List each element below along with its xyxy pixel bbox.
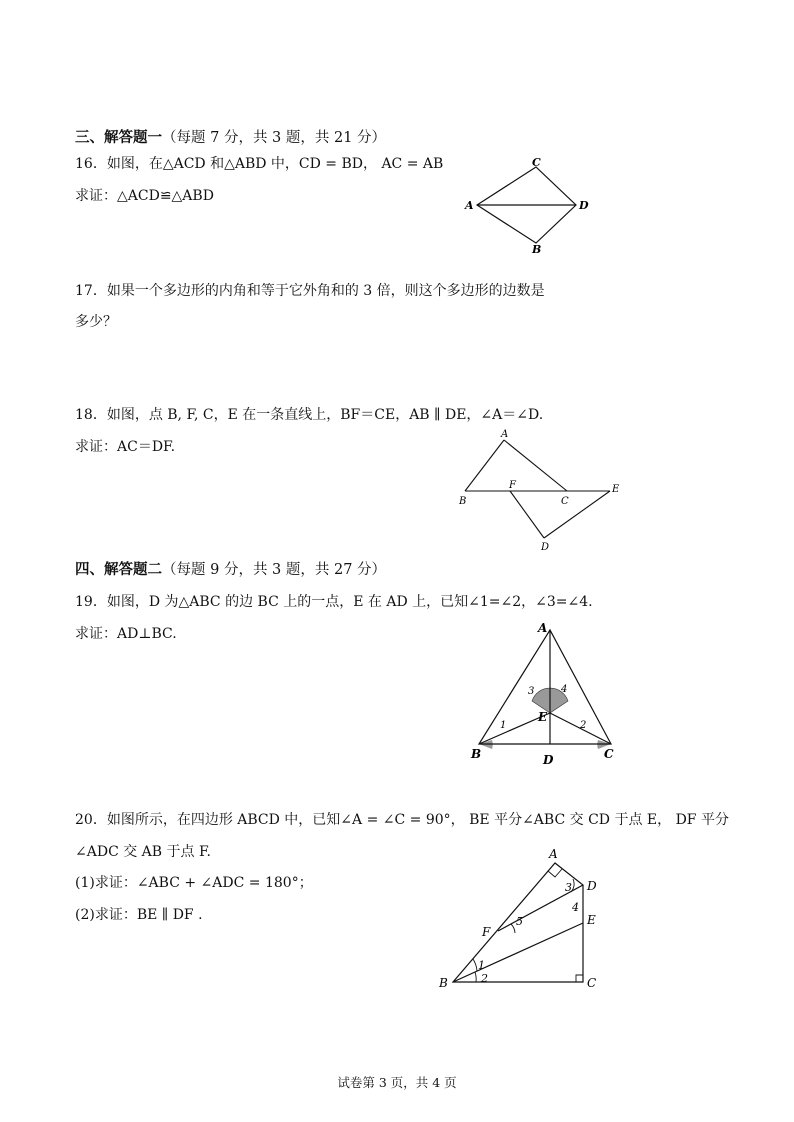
q18-label-A: A	[501, 429, 509, 440]
q20-statement-cont: ∠ADC 交 AB 于点 F.	[75, 844, 211, 860]
q18-prove: 求证：AC＝DF.	[75, 439, 176, 455]
q19-figure	[465, 618, 630, 770]
section-3-note: （每题 7 分，共 3 题，共 21 分）	[162, 130, 387, 146]
q20-label-2: 2	[481, 972, 488, 985]
q19-label-E: E	[538, 710, 548, 724]
q20-part-2: (2)求证：BE ∥ DF .	[75, 907, 203, 923]
q18-label-C: C	[561, 496, 569, 507]
q19-label-2: 2	[580, 720, 587, 731]
q16-label-A: A	[465, 199, 474, 212]
q20-label-E: E	[587, 913, 596, 927]
q18-label-D: D	[541, 542, 550, 553]
q20-part-1: (1)求证：∠ABC + ∠ADC = 180°；	[75, 875, 313, 891]
q18-label-E: E	[612, 484, 620, 495]
q16-label-C: C	[532, 156, 541, 169]
q20-label-5: 5	[516, 915, 523, 928]
q20-label-4: 4	[572, 901, 579, 914]
q17-statement: 17．如果一个多边形的内角和等于它外角和的 3 倍，则这个多边形的边数是	[75, 283, 545, 299]
q20-label-C: C	[587, 976, 597, 990]
section-4-title: 四、解答题二	[75, 561, 162, 578]
q19-label-4: 4	[561, 684, 568, 695]
q16-statement: 16．如图，在△ACD 和△ABD 中，CD = BD， AC = AB	[75, 156, 444, 172]
section-3-title: 三、解答题一	[75, 129, 162, 146]
section-3-header	[75, 128, 386, 148]
q19-label-3: 3	[528, 686, 535, 697]
q19-label-1: 1	[500, 720, 507, 731]
q19-statement: 19．如图，D 为△ABC 的边 BC 上的一点，E 在 AD 上，已知∠1=∠2，∠3=∠4.	[75, 594, 593, 610]
q16-prove: 求证：△ACD≌△ABD	[75, 188, 214, 204]
section-4-note: （每题 9 分，共 3 题，共 27 分）	[162, 562, 387, 578]
q19-label-C: C	[604, 747, 614, 761]
section-4-header	[75, 560, 386, 580]
q20-label-F: F	[482, 925, 491, 939]
page-footer: 试卷第 3 页，共 4 页	[337, 1075, 457, 1090]
q18-label-B: B	[459, 496, 467, 507]
q20-label-1: 1	[478, 959, 485, 972]
q18-statement: 18．如图，点 B, F, C，E 在一条直线上，BF＝CE，AB ∥ DE，∠A＝∠D.	[75, 407, 544, 423]
q16-label-D: D	[579, 199, 589, 212]
q19-label-A: A	[538, 621, 548, 635]
q20-label-B: B	[439, 976, 448, 990]
q18-label-F: F	[509, 480, 516, 491]
q20-statement: 20．如图所示，在四边形 ABCD 中，已知∠A = ∠C = 90°， BE 平分∠ABC 交 CD 于点 E， DF 平分	[75, 812, 729, 828]
q16-figure	[460, 155, 600, 260]
q19-label-D: D	[543, 753, 554, 767]
q20-label-D: D	[587, 879, 597, 893]
q16-label-B: B	[532, 243, 542, 256]
q18-figure	[455, 430, 625, 555]
q17-statement-cont: 多少？	[75, 314, 117, 330]
q20-label-3: 3	[565, 881, 572, 894]
q20-figure	[435, 845, 610, 993]
q19-label-B: B	[471, 747, 482, 761]
q19-prove: 求证：AD⊥BC.	[75, 626, 177, 642]
q20-label-A: A	[549, 847, 558, 861]
